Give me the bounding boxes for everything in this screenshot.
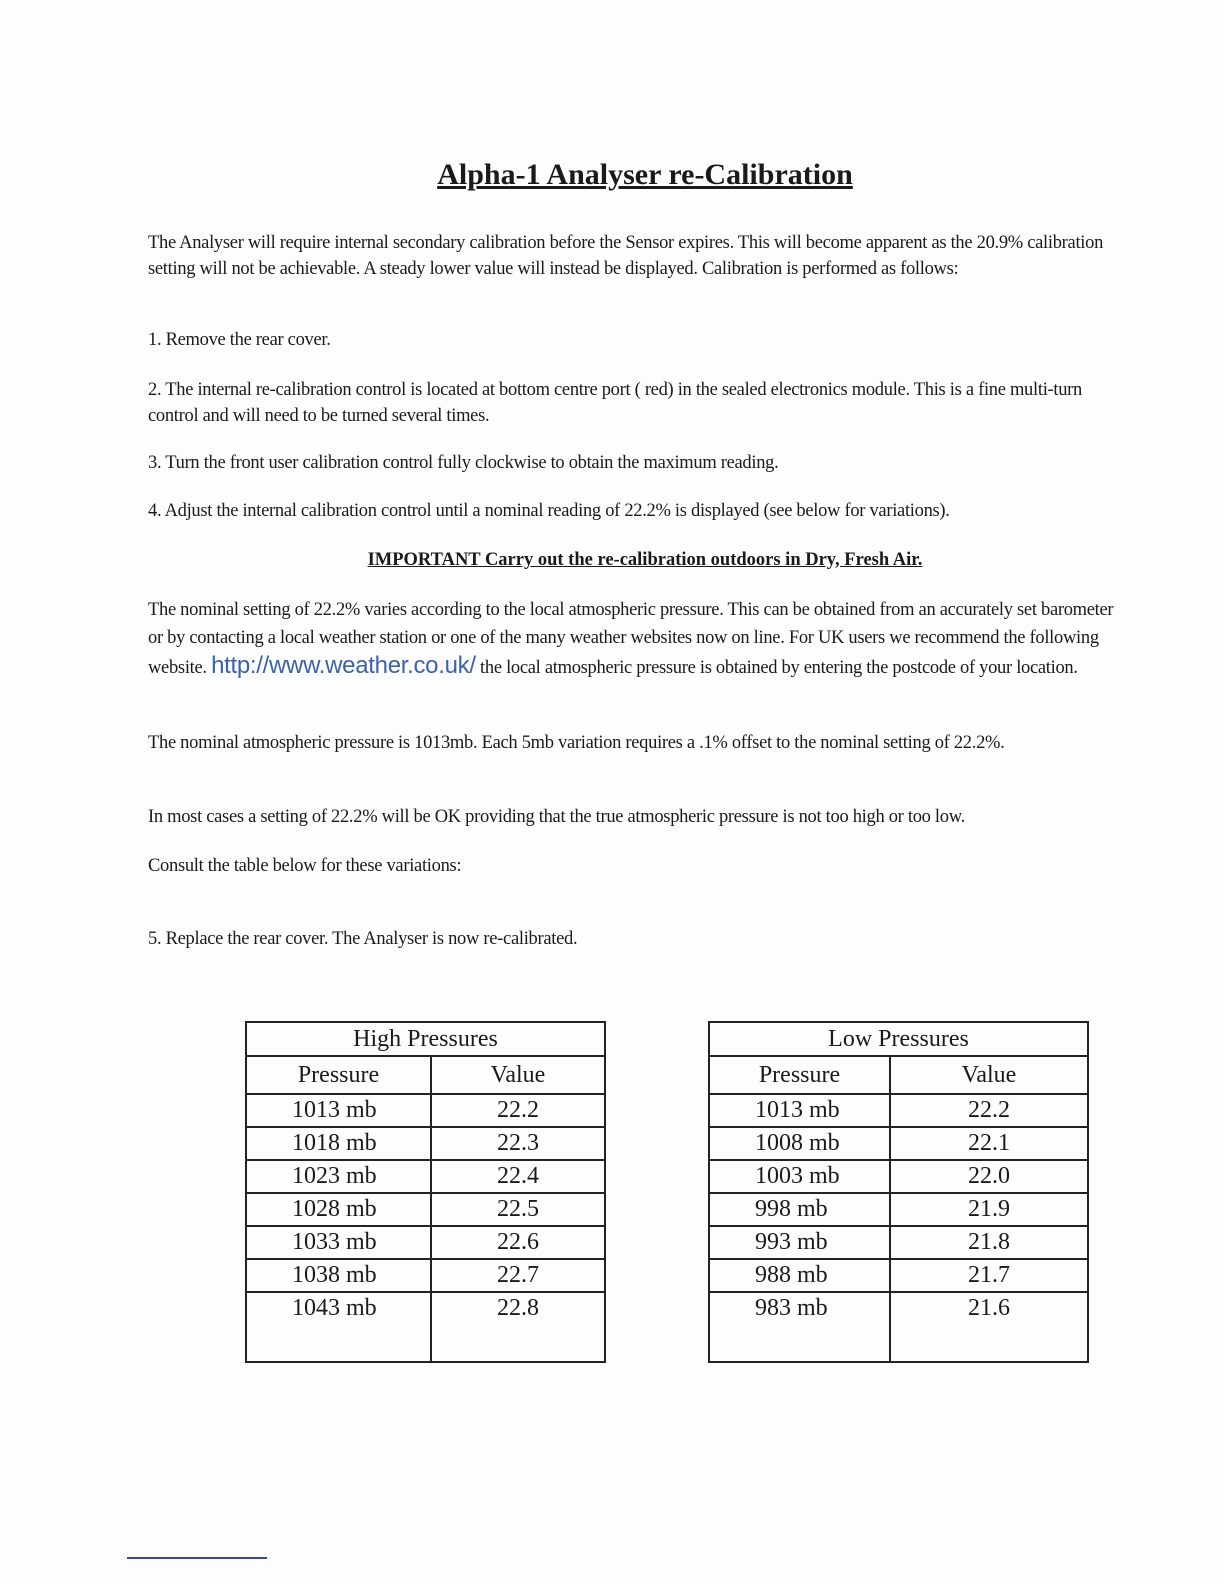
value-cell: 22.5 bbox=[431, 1193, 605, 1226]
pressure-cell: 1043 mb bbox=[246, 1292, 431, 1362]
table-title: High Pressures bbox=[246, 1022, 605, 1056]
table-row bbox=[709, 1259, 1088, 1292]
value-cell: 22.1 bbox=[890, 1127, 1088, 1160]
value-cell: 22.7 bbox=[431, 1259, 605, 1292]
value-cell: 22.6 bbox=[431, 1226, 605, 1259]
pressure-text-before: The nominal setting of 22.2% varies according to the local atmospheric pressure. This can be obtained from an accurately set barometer or by contacting a local weather station or one of the many weather websites now on line. For UK users we recommend the following website. bbox=[148, 600, 1114, 678]
value-cell: 22.4 bbox=[431, 1160, 605, 1193]
footnote-separator bbox=[127, 1557, 267, 1559]
value-cell: 21.6 bbox=[890, 1292, 1088, 1362]
table-row bbox=[246, 1094, 605, 1127]
column-header: Value bbox=[431, 1056, 605, 1094]
column-header: Pressure bbox=[246, 1056, 431, 1094]
pressure-cell: 1008 mb bbox=[709, 1127, 890, 1160]
nominal-paragraph: The nominal atmospheric pressure is 1013mb. Each 5mb variation requires a .1% offset to the nominal setting of 22.2%. bbox=[148, 733, 1005, 753]
most-cases-paragraph: In most cases a setting of 22.2% will be OK providing that the true atmospheric pressure is not too high or too low. bbox=[148, 807, 965, 827]
value-cell: 22.2 bbox=[431, 1094, 605, 1127]
pressure-cell: 1018 mb bbox=[246, 1127, 431, 1160]
pressure-cell: 1038 mb bbox=[246, 1259, 431, 1292]
value-cell: 21.9 bbox=[890, 1193, 1088, 1226]
value-cell: 22.2 bbox=[890, 1094, 1088, 1127]
step-5: 5. Replace the rear cover. The Analyser is now re-calibrated. bbox=[148, 929, 578, 949]
pressure-text-after: the local atmospheric pressure is obtained by entering the postcode of your location. bbox=[480, 658, 1078, 678]
step-2: 2. The internal re-calibration control is located at bottom centre port ( red) in the sealed electronics module. This is a fine multi-turn control and will need to be turned several times. bbox=[148, 380, 1082, 426]
value-cell: 22.3 bbox=[431, 1127, 605, 1160]
pressure-cell: 1023 mb bbox=[246, 1160, 431, 1193]
table-row bbox=[709, 1193, 1088, 1226]
pressure-cell: 1013 mb bbox=[709, 1094, 890, 1127]
step-3: 3. Turn the front user calibration control fully clockwise to obtain the maximum reading. bbox=[148, 453, 779, 473]
high-pressures-table bbox=[245, 1021, 606, 1363]
value-cell: 21.7 bbox=[890, 1259, 1088, 1292]
column-header: Pressure bbox=[709, 1056, 890, 1094]
step-1: 1. Remove the rear cover. bbox=[148, 330, 331, 350]
pressure-cell: 1028 mb bbox=[246, 1193, 431, 1226]
important-notice: IMPORTANT Carry out the re-calibration outdoors in Dry, Fresh Air. bbox=[367, 550, 923, 570]
value-cell: 22.8 bbox=[431, 1292, 605, 1362]
table-title: Low Pressures bbox=[709, 1022, 1088, 1056]
table-row bbox=[709, 1292, 1088, 1362]
table-row bbox=[246, 1127, 605, 1160]
table-row bbox=[246, 1193, 605, 1226]
consult-paragraph: Consult the table below for these variations: bbox=[148, 856, 462, 876]
weather-website-link[interactable]: http://www.weather.co.uk/ bbox=[211, 652, 476, 679]
table-row bbox=[246, 1226, 605, 1259]
column-header: Value bbox=[890, 1056, 1088, 1094]
pressure-cell: 1003 mb bbox=[709, 1160, 890, 1193]
pressure-cell: 1013 mb bbox=[246, 1094, 431, 1127]
pressure-paragraph bbox=[148, 596, 1123, 682]
pressure-cell: 988 mb bbox=[709, 1259, 890, 1292]
intro-paragraph: The Analyser will require internal secondary calibration before the Sensor expires. This will become apparent as the 20.9% calibration setting will not be achievable. A steady lower value will instead be displayed. Calibration is performed as follows: bbox=[148, 233, 1104, 279]
pressure-cell: 998 mb bbox=[709, 1193, 890, 1226]
pressure-cell: 983 mb bbox=[709, 1292, 890, 1362]
page-title: Alpha-1 Analyser re-Calibration bbox=[437, 158, 853, 191]
table-row bbox=[709, 1160, 1088, 1193]
table-row bbox=[709, 1127, 1088, 1160]
table-row bbox=[246, 1160, 605, 1193]
value-cell: 21.8 bbox=[890, 1226, 1088, 1259]
pressure-cell: 1033 mb bbox=[246, 1226, 431, 1259]
step-4: 4. Adjust the internal calibration control until a nominal reading of 22.2% is displayed (see below for variations). bbox=[148, 501, 950, 521]
table-row bbox=[246, 1292, 605, 1362]
value-cell: 22.0 bbox=[890, 1160, 1088, 1193]
table-row bbox=[709, 1094, 1088, 1127]
table-row bbox=[709, 1226, 1088, 1259]
table-row bbox=[246, 1259, 605, 1292]
pressure-cell: 993 mb bbox=[709, 1226, 890, 1259]
low-pressures-table bbox=[708, 1021, 1089, 1363]
